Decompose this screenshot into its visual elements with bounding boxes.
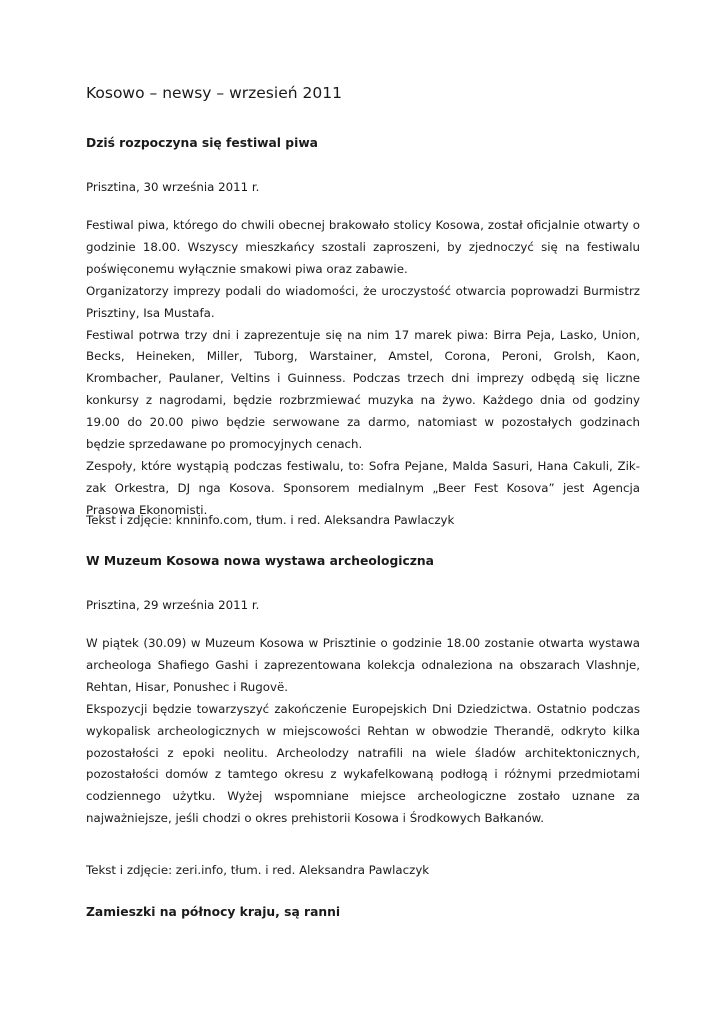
article-paragraph: Ekspozycji będzie towarzyszyć zakończenie Europejskich Dni Dziedzictwa. Ostatnio podczas wykopalisk archeologicznych w miejscowości Rehtan w obwodzie Therandë, odkryto kilka pozostałości z epoki neolitu. Archeolodzy natrafili na wiele śladów architektonicznych, pozostałości domów z tamtego okresu z wykafelkowaną podłogą i różnymi przedmiotami codziennego użytku. Wyżej wspomniane miejsce archeologiczne zostało uznane za najważniejsze, jeśli chodzi o okres prehistorii Kosowa i Środkowych Bałkanów. xyxy=(86,701,640,826)
article-credit: Tekst i zdjęcie: zeri.info, tłum. i red. Aleksandra Pawlaczyk xyxy=(86,863,430,877)
article-dateline: Prisztina, 30 września 2011 r. xyxy=(86,180,260,194)
article-body xyxy=(86,215,640,522)
article-heading: Dziś rozpoczyna się festiwal piwa xyxy=(86,136,318,150)
article-paragraph: Organizatorzy imprezy podali do wiadomości, że uroczystość otwarcia poprowadzi Burmistrz Prisztiny, Isa Mustafa. xyxy=(86,283,640,320)
article-body xyxy=(86,633,640,830)
document-title: Kosowo – newsy – wrzesień 2011 xyxy=(86,84,342,102)
article-dateline: Prisztina, 29 września 2011 r. xyxy=(86,598,260,612)
article-heading: W Muzeum Kosowa nowa wystawa archeologiczna xyxy=(86,554,434,568)
article-paragraph: Festiwal potrwa trzy dni i zaprezentuje się na nim 17 marek piwa: Birra Peja, Lasko, Union, Becks, Heineken, Miller, Tuborg, Warstainer, Amstel, Corona, Peroni, Grolsh, Kaon, Krombacher, Paulaner, Veltins i Guinness. Podczas trzech dni imprezy odbędą się liczne konkursy z nagrodami, będzie rozbrzmiewać muzyka na żywo. Każdego dnia od godziny 19.00 do 20.00 piwo będzie serwowane za darmo, natomiast w pozostałych godzinach będzie sprzedawane po promocyjnych cenach. xyxy=(86,327,640,452)
article-paragraph: W piątek (30.09) w Muzeum Kosowa w Prisztinie o godzinie 18.00 zostanie otwarta wystawa archeologa Shafiego Gashi i zaprezentowana kolekcja odnaleziona na obszarach Vlashnje, Rehtan, Hisar, Ponushec i Rugovë. xyxy=(86,636,640,694)
article-credit: Tekst i zdjęcie: knninfo.com, tłum. i red. Aleksandra Pawlaczyk xyxy=(86,513,455,527)
article-paragraph: Zespoły, które wystąpią podczas festiwalu, to: Sofra Pejane, Malda Sasuri, Hana Cakuli, Zik-zak Orkestra, DJ nga Kosova. Sponsorem medialnym „Beer Fest Kosova” jest Agencja Prasowa Ekonomisti. xyxy=(86,458,640,517)
article-heading: Zamieszki na północy kraju, są ranni xyxy=(86,905,341,919)
article-paragraph: Festiwal piwa, którego do chwili obecnej brakowało stolicy Kosowa, został oficjalnie otwarty o godzinie 18.00. Wszyscy mieszkańcy szostali zaproszeni, by zjednoczyć się na festiwalu poświęconemu wyłącznie smakowi piwa oraz zabawie. xyxy=(86,218,640,276)
